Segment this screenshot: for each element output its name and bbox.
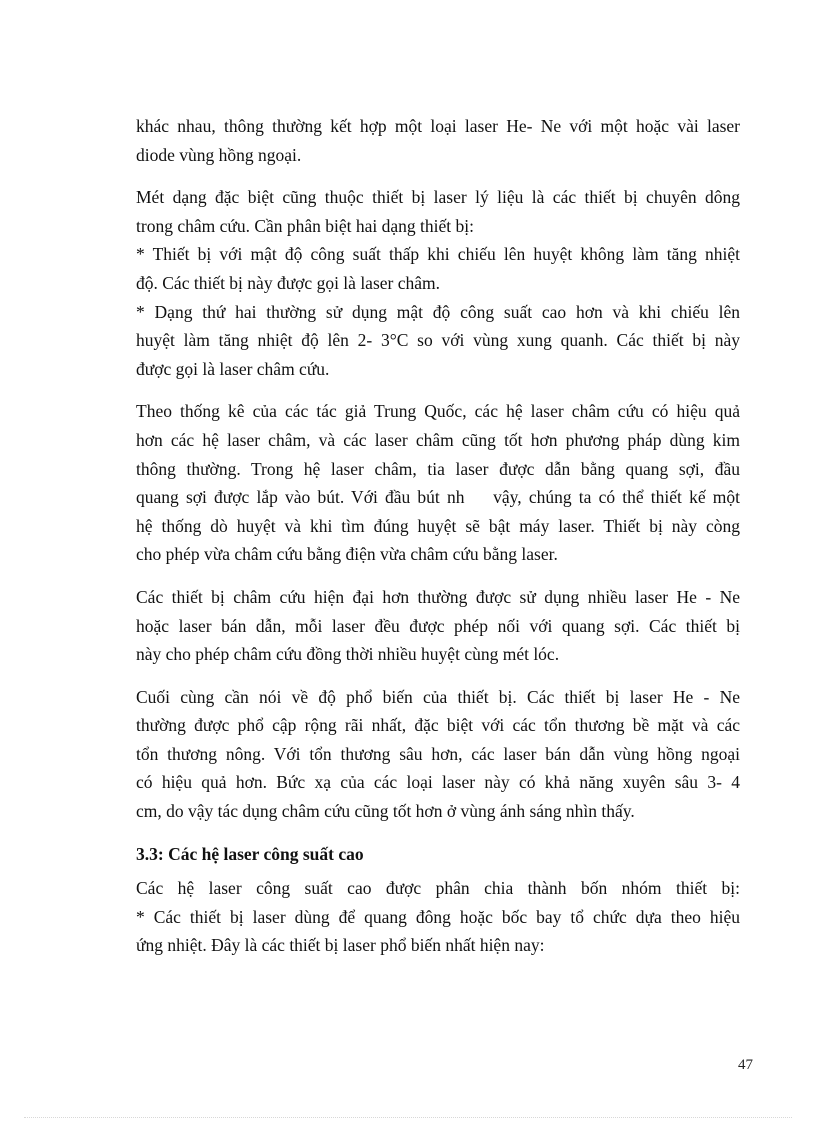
paragraph-line: tổn thương nông. Với tổn thương sâu hơn, các laser bán dẫn vùng hồng ngoại xyxy=(136,743,740,764)
paragraph-1 xyxy=(136,112,740,169)
paragraph-3 xyxy=(136,397,740,569)
paragraph-line: trong châm cứu. Cần phân biệt hai dạng thiết bị: xyxy=(136,215,475,236)
page-bottom-divider xyxy=(24,1117,792,1118)
paragraph-line: Cuối cùng cần nói về độ phổ biến của thiết bị. Các thiết bị laser He - Ne xyxy=(136,686,740,707)
paragraph-line: cho phép vừa châm cứu bằng điện vừa châm cứu bằng laser. xyxy=(136,544,558,565)
paragraph-line: * Dạng thứ hai thường sử dụng mật độ công suất cao hơn và khi chiếu lên xyxy=(136,301,740,322)
paragraph-line: Các thiết bị châm cứu hiện đại hơn thường được sử dụng nhiều laser He - Ne xyxy=(136,586,740,607)
paragraph-line: * Thiết bị với mật độ công suất thấp khi chiếu lên huyệt không làm tăng nhiệt xyxy=(136,244,740,265)
paragraph-line: Theo thống kê của các tác giả Trung Quốc, các hệ laser châm cứu có hiệu quả xyxy=(136,401,740,422)
paragraph-4 xyxy=(136,583,740,669)
paragraph-line: quang sợi được lắp vào bút. Với đầu bút nh vậy, chúng ta có thể thiết kế một xyxy=(136,487,740,508)
paragraph-line: này cho phép châm cứu đồng thời nhiều huyệt cùng mét lóc. xyxy=(136,644,560,665)
paragraph-line: Các hệ laser công suất cao được phân chia thành bốn nhóm thiết bị: xyxy=(136,878,740,899)
paragraph-5 xyxy=(136,683,740,826)
page-number: 47 xyxy=(738,1057,753,1073)
paragraph-line: diode vùng hồng ngoại. xyxy=(136,144,302,165)
paragraph-line: thường được phổ cập rộng rãi nhất, đặc biệt với các tổn thương bề mặt và các xyxy=(136,715,740,736)
paragraph-line: * Các thiết bị laser dùng để quang đông hoặc bốc bay tổ chức dựa theo hiệu xyxy=(136,906,740,927)
paragraph-line: hệ thống dò huyệt và khi tìm đúng huyệt sẽ bật máy laser. Thiết bị này còng xyxy=(136,515,740,536)
paragraph-line: hơn các hệ laser châm, và các laser châm cũng tốt hơn phương pháp dùng kim xyxy=(136,429,740,450)
section-heading: 3.3: Các hệ laser công suất cao xyxy=(136,843,364,864)
paragraph-2 xyxy=(136,183,740,383)
paragraph-line: cm, do vậy tác dụng châm cứu cũng tốt hơn ở vùng ánh sáng nhìn thấy. xyxy=(136,801,635,822)
paragraph-line: được gọi là laser châm cứu. xyxy=(136,358,330,379)
paragraph-line: hoặc laser bán dẫn, mỗi laser đều được phép nối với quang sợi. Các thiết bị xyxy=(136,615,740,636)
document-body xyxy=(136,112,740,974)
paragraph-line: có hiệu quả hơn. Bức xạ của các loại laser này có khả năng xuyên sâu 3- 4 xyxy=(136,772,740,793)
paragraph-6 xyxy=(136,874,740,960)
paragraph-line: ứng nhiệt. Đây là các thiết bị laser phổ biến nhất hiện nay: xyxy=(136,935,545,956)
paragraph-line: huyệt làm tăng nhiệt độ lên 2- 3°C so với vùng xung quanh. Các thiết bị này xyxy=(136,330,740,351)
paragraph-line: khác nhau, thông thường kết hợp một loại laser He- Ne với một hoặc vài laser xyxy=(136,116,740,136)
paragraph-line: độ. Các thiết bị này được gọi là laser châm. xyxy=(136,272,440,293)
paragraph-line: thông thường. Trong hệ laser châm, tia laser được dẫn bằng quang sợi, đầu xyxy=(136,458,740,479)
paragraph-line: Mét dạng đặc biệt cũng thuộc thiết bị laser lý liệu là các thiết bị chuyên dông xyxy=(136,187,740,208)
